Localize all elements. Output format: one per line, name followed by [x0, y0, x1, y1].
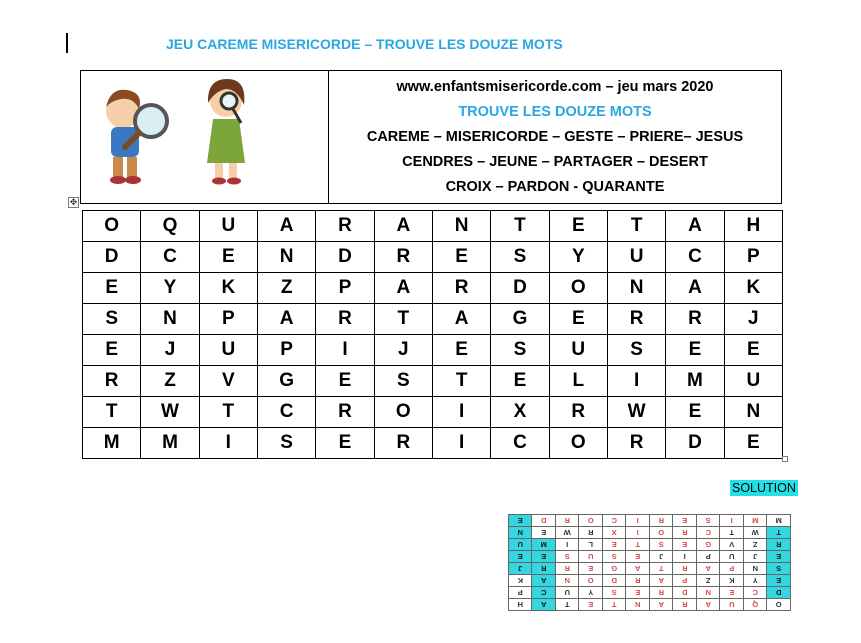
grid-cell: E — [83, 273, 141, 304]
grid-cell: R — [83, 366, 141, 397]
solution-cell: C — [744, 587, 768, 599]
solution-cell: U — [720, 599, 744, 611]
grid-cell: S — [607, 335, 665, 366]
instructions-heading: TROUVE LES DOUZE MOTS — [458, 103, 652, 120]
solution-cell: T — [626, 539, 650, 551]
grid-row — [83, 304, 783, 335]
solution-cell: R — [650, 515, 674, 527]
table-resize-handle[interactable] — [782, 456, 788, 462]
solution-cell: L — [579, 539, 603, 551]
solution-cell: T — [650, 563, 674, 575]
solution-cell: V — [720, 539, 744, 551]
solution-cell: R — [556, 515, 580, 527]
grid-cell: R — [607, 428, 665, 459]
grid-cell: A — [666, 273, 724, 304]
solution-cell: E — [532, 551, 556, 563]
grid-cell: E — [316, 366, 374, 397]
word-list-line-3: CROIX – PARDON - QUARANTE — [445, 178, 665, 195]
solution-cell: O — [650, 527, 674, 539]
solution-cell: T — [603, 599, 627, 611]
grid-cell: S — [491, 242, 549, 273]
grid-cell: G — [257, 366, 315, 397]
solution-cell: D — [673, 587, 697, 599]
grid-cell: E — [724, 335, 782, 366]
grid-cell: O — [374, 397, 432, 428]
illustration-cell — [81, 71, 329, 203]
solution-cell: C — [532, 587, 556, 599]
solution-cell: I — [626, 527, 650, 539]
grid-row — [83, 366, 783, 397]
solution-cell: P — [720, 563, 744, 575]
solution-cell: E — [673, 539, 697, 551]
grid-cell: U — [549, 335, 607, 366]
solution-row — [509, 599, 791, 611]
solution-cell: A — [626, 563, 650, 575]
solution-cell: A — [697, 599, 721, 611]
solution-cell: E — [626, 551, 650, 563]
grid-cell: T — [83, 397, 141, 428]
grid-cell: I — [199, 428, 257, 459]
grid-cell: J — [141, 335, 199, 366]
solution-cell: C — [697, 527, 721, 539]
grid-cell: A — [257, 211, 315, 242]
solution-cell: S — [603, 587, 627, 599]
solution-cell: N — [509, 527, 533, 539]
solution-cell: T — [556, 599, 580, 611]
grid-cell: M — [141, 428, 199, 459]
solution-cell: R — [673, 599, 697, 611]
solution-label: SOLUTION — [732, 481, 796, 495]
grid-cell: T — [491, 211, 549, 242]
solution-cell: G — [697, 539, 721, 551]
grid-cell: C — [666, 242, 724, 273]
grid-cell: E — [549, 304, 607, 335]
solution-cell: D — [767, 587, 791, 599]
grid-cell: E — [549, 211, 607, 242]
solution-cell: U — [556, 587, 580, 599]
grid-cell: N — [724, 397, 782, 428]
grid-cell: E — [491, 366, 549, 397]
solution-cell: C — [603, 515, 627, 527]
table-move-handle-icon[interactable]: ✥ — [69, 197, 78, 207]
solution-cell: A — [650, 599, 674, 611]
grid-cell: J — [724, 304, 782, 335]
grid-cell: N — [607, 273, 665, 304]
solution-cell: E — [720, 587, 744, 599]
grid-cell: I — [607, 366, 665, 397]
grid-cell: E — [724, 428, 782, 459]
grid-cell: L — [549, 366, 607, 397]
grid-cell: P — [199, 304, 257, 335]
grid-cell: M — [83, 428, 141, 459]
text-cursor — [66, 33, 68, 53]
word-list-line-1: CAREME – MISERICORDE – GESTE – PRIERE– JESUS — [366, 128, 744, 145]
solution-cell: E — [579, 599, 603, 611]
solution-cell: I — [626, 515, 650, 527]
solution-cell: E — [509, 515, 533, 527]
grid-cell: K — [199, 273, 257, 304]
solution-row — [509, 515, 791, 527]
solution-cell: P — [673, 575, 697, 587]
grid-cell: E — [432, 242, 490, 273]
grid-cell: T — [607, 211, 665, 242]
solution-cell: N — [556, 575, 580, 587]
solution-cell: E — [626, 587, 650, 599]
grid-cell: N — [257, 242, 315, 273]
grid-cell: T — [432, 366, 490, 397]
solution-cell: Q — [744, 599, 768, 611]
grid-cell: R — [374, 428, 432, 459]
solution-cell: E — [767, 551, 791, 563]
grid-cell: A — [257, 304, 315, 335]
grid-row — [83, 335, 783, 366]
solution-cell: T — [720, 527, 744, 539]
solution-cell: N — [744, 563, 768, 575]
boy-figure — [106, 90, 167, 184]
solution-cell: J — [509, 563, 533, 575]
solution-cell: R — [579, 527, 603, 539]
children-with-magnifier-illustration — [81, 71, 327, 203]
solution-row — [509, 539, 791, 551]
solution-cell: S — [556, 551, 580, 563]
grid-cell: S — [491, 335, 549, 366]
grid-cell: R — [374, 242, 432, 273]
solution-cell: T — [767, 527, 791, 539]
solution-row — [509, 527, 791, 539]
grid-cell: C — [141, 242, 199, 273]
website-line: www.enfantsmisericorde.com – jeu mars 2020 — [396, 78, 714, 95]
grid-cell: I — [432, 428, 490, 459]
solution-cell: R — [673, 527, 697, 539]
grid-cell: R — [666, 304, 724, 335]
solution-cell: K — [720, 575, 744, 587]
solution-cell: J — [650, 551, 674, 563]
grid-cell: R — [607, 304, 665, 335]
grid-row — [83, 397, 783, 428]
grid-cell: D — [83, 242, 141, 273]
grid-cell: S — [374, 366, 432, 397]
header-table — [80, 70, 782, 204]
grid-row — [83, 273, 783, 304]
grid-cell: C — [257, 397, 315, 428]
solution-cell: Y — [744, 575, 768, 587]
solution-thumbnail — [508, 518, 791, 611]
grid-cell: R — [432, 273, 490, 304]
solution-cell: A — [532, 575, 556, 587]
grid-cell: D — [316, 242, 374, 273]
solution-cell: S — [650, 539, 674, 551]
solution-row — [509, 563, 791, 575]
grid-cell: R — [316, 211, 374, 242]
solution-cell: P — [509, 587, 533, 599]
grid-cell: Z — [257, 273, 315, 304]
grid-cell: C — [491, 428, 549, 459]
grid-cell: O — [549, 428, 607, 459]
grid-cell: T — [199, 397, 257, 428]
solution-cell: R — [673, 563, 697, 575]
grid-cell: S — [83, 304, 141, 335]
grid-cell: R — [316, 397, 374, 428]
grid-cell: E — [666, 335, 724, 366]
solution-cell: Z — [744, 539, 768, 551]
grid-cell: I — [316, 335, 374, 366]
grid-cell: M — [666, 366, 724, 397]
solution-cell: Z — [697, 575, 721, 587]
solution-cell: R — [767, 539, 791, 551]
grid-cell: E — [316, 428, 374, 459]
grid-cell: E — [83, 335, 141, 366]
grid-cell: N — [141, 304, 199, 335]
document-title: JEU CAREME MISERICORDE – TROUVE LES DOUZE MOTS — [166, 36, 563, 52]
grid-cell: W — [607, 397, 665, 428]
solution-cell: M — [744, 515, 768, 527]
solution-cell: H — [509, 599, 533, 611]
solution-row — [509, 551, 791, 563]
solution-cell: E — [603, 539, 627, 551]
grid-cell: W — [141, 397, 199, 428]
solution-cell: S — [767, 563, 791, 575]
solution-row — [509, 575, 791, 587]
solution-cell: P — [697, 551, 721, 563]
solution-cell: W — [556, 527, 580, 539]
grid-cell: R — [316, 304, 374, 335]
grid-row — [83, 242, 783, 273]
solution-cell: M — [532, 539, 556, 551]
grid-cell: R — [549, 397, 607, 428]
solution-cell: S — [697, 515, 721, 527]
grid-cell: U — [199, 335, 257, 366]
grid-cell: Y — [549, 242, 607, 273]
grid-cell: J — [374, 335, 432, 366]
solution-cell: G — [603, 563, 627, 575]
grid-cell: G — [491, 304, 549, 335]
solution-cell: R — [626, 575, 650, 587]
solution-cell: I — [720, 515, 744, 527]
grid-cell: Z — [141, 366, 199, 397]
grid-cell: K — [724, 273, 782, 304]
solution-cell: O — [767, 599, 791, 611]
solution-cell: O — [579, 515, 603, 527]
grid-cell: H — [724, 211, 782, 242]
grid-cell: A — [432, 304, 490, 335]
solution-cell: M — [767, 515, 791, 527]
solution-cell: E — [673, 515, 697, 527]
grid-cell: O — [549, 273, 607, 304]
solution-cell: U — [720, 551, 744, 563]
solution-cell: K — [509, 575, 533, 587]
solution-cell: S — [603, 551, 627, 563]
solution-cell: X — [603, 527, 627, 539]
solution-cell: A — [650, 575, 674, 587]
solution-cell: U — [579, 551, 603, 563]
solution-cell: R — [532, 563, 556, 575]
solution-cell: J — [744, 551, 768, 563]
solution-cell: R — [556, 563, 580, 575]
grid-cell: E — [666, 397, 724, 428]
solution-cell: E — [509, 551, 533, 563]
grid-cell: P — [724, 242, 782, 273]
solution-cell: N — [697, 587, 721, 599]
solution-cell: U — [509, 539, 533, 551]
grid-cell: U — [607, 242, 665, 273]
grid-cell: E — [199, 242, 257, 273]
solution-cell: O — [579, 575, 603, 587]
solution-cell: E — [579, 563, 603, 575]
grid-cell: S — [257, 428, 315, 459]
grid-cell: T — [374, 304, 432, 335]
grid-cell: E — [432, 335, 490, 366]
grid-cell: D — [491, 273, 549, 304]
word-list-line-2: CENDRES – JEUNE – PARTAGER – DESERT — [402, 153, 708, 170]
solution-grid — [508, 514, 791, 611]
solution-cell: D — [603, 575, 627, 587]
solution-row — [509, 587, 791, 599]
grid-cell: N — [432, 211, 490, 242]
grid-cell: X — [491, 397, 549, 428]
grid-cell: I — [432, 397, 490, 428]
solution-cell: I — [556, 539, 580, 551]
info-cell — [329, 71, 781, 203]
solution-cell: D — [532, 515, 556, 527]
grid-cell: U — [199, 211, 257, 242]
grid-cell: D — [666, 428, 724, 459]
solution-cell: A — [532, 599, 556, 611]
grid-cell: Y — [141, 273, 199, 304]
grid-cell: A — [374, 273, 432, 304]
grid-cell: Q — [141, 211, 199, 242]
grid-cell: P — [257, 335, 315, 366]
solution-cell: A — [697, 563, 721, 575]
solution-cell: N — [626, 599, 650, 611]
solution-cell: R — [650, 587, 674, 599]
grid-row — [83, 211, 783, 242]
grid-cell: V — [199, 366, 257, 397]
grid-cell: P — [316, 273, 374, 304]
grid-cell: A — [374, 211, 432, 242]
solution-cell: Y — [579, 587, 603, 599]
grid-row — [83, 428, 783, 459]
solution-cell: I — [673, 551, 697, 563]
grid-cell: O — [83, 211, 141, 242]
grid-cell: A — [666, 211, 724, 242]
girl-figure — [207, 79, 245, 185]
word-search-grid — [82, 210, 783, 459]
grid-cell: U — [724, 366, 782, 397]
solution-cell: W — [744, 527, 768, 539]
solution-cell: E — [532, 527, 556, 539]
solution-cell: E — [767, 575, 791, 587]
